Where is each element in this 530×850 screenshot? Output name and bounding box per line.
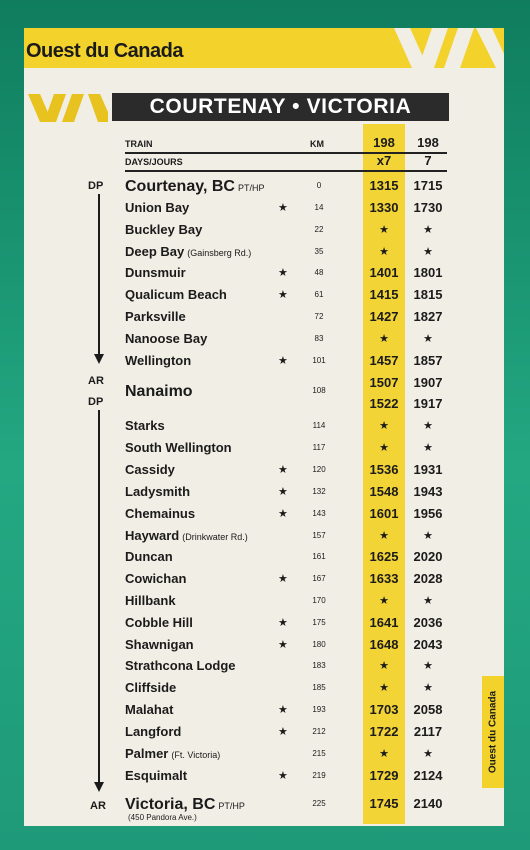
train-1-time: 1648 — [369, 637, 399, 652]
station-name — [125, 702, 176, 717]
station-name — [125, 637, 197, 652]
train-2-time: 1956 — [413, 506, 443, 521]
station-label: Dunsmuir — [125, 265, 186, 280]
station-label: Courtenay, BC — [125, 178, 235, 195]
arrival-marker: AR — [88, 375, 104, 387]
reservation-star-icon: ★ — [278, 617, 288, 629]
timetable-row — [24, 746, 504, 768]
reservation-star-icon: ★ — [278, 202, 288, 214]
timetable-row — [24, 571, 504, 593]
reservation-star-icon: ★ — [278, 355, 288, 367]
station-label: Wellington — [125, 353, 192, 368]
region-side-tab — [482, 676, 504, 788]
station-name — [125, 353, 194, 368]
train-1-time: ★ — [379, 748, 389, 760]
via-logo-large — [376, 28, 504, 68]
km-value: 83 — [314, 334, 324, 343]
reservation-star-icon: ★ — [278, 704, 288, 716]
train-2-time: 1907 — [413, 375, 443, 390]
reservation-star-icon: ★ — [278, 639, 288, 651]
station-address: (450 Pandora Ave.) — [128, 813, 197, 822]
station-label: Qualicum Beach — [125, 287, 227, 302]
reservation-star-icon: ★ — [278, 267, 288, 279]
reservation-star-icon: ★ — [278, 464, 288, 476]
train-2-time: 2140 — [413, 796, 443, 811]
station-label: South Wellington — [125, 440, 232, 455]
train-label: TRAIN — [125, 139, 153, 149]
train-2-time: 2043 — [413, 637, 443, 652]
train-2-time: ★ — [423, 682, 433, 694]
train-2-time: ★ — [423, 595, 433, 607]
km-value: 212 — [312, 727, 326, 736]
train-1-time: ★ — [379, 333, 389, 345]
station-name — [125, 309, 189, 324]
km-label: KM — [310, 139, 324, 149]
train-1-time: ★ — [379, 530, 389, 542]
station-name — [125, 796, 245, 814]
train-1-departure-time: 1522 — [369, 396, 399, 411]
station-label: Cliffside — [125, 680, 177, 695]
train-1-time: ★ — [379, 595, 389, 607]
station-name — [125, 484, 193, 499]
reservation-star-icon: ★ — [278, 770, 288, 782]
timetable-row — [24, 506, 504, 528]
train-2-departure-time: 1917 — [413, 396, 443, 411]
timetable-row — [24, 331, 504, 353]
days-label: DAYS/JOURS — [125, 157, 183, 167]
timetable-row — [24, 768, 504, 790]
train-1-time: 1427 — [369, 309, 399, 324]
departure-marker: DP — [88, 396, 104, 408]
train-1-time: 1729 — [369, 768, 399, 783]
train-1-time: 1415 — [369, 287, 399, 302]
timetable-row — [24, 528, 504, 550]
train-1-time: 1703 — [369, 702, 399, 717]
train-2-time: 2036 — [413, 615, 443, 630]
station-label: Hillbank — [125, 593, 176, 608]
km-value: 143 — [312, 509, 326, 518]
train-2-time: 2020 — [413, 549, 443, 564]
station-name — [125, 200, 192, 215]
train-1-time: ★ — [379, 420, 389, 432]
days-rule — [125, 170, 447, 172]
route-title: COURTENAY • VICTORIA — [112, 93, 449, 121]
station-note: PT/HP — [218, 801, 245, 811]
station-label: Union Bay — [125, 200, 190, 215]
station-name — [125, 746, 220, 761]
days-1: x7 — [376, 153, 392, 168]
station-label: Parksville — [125, 309, 186, 324]
reservation-star-icon: ★ — [278, 573, 288, 585]
reservation-star-icon: ★ — [278, 726, 288, 738]
timetable-row — [24, 702, 504, 724]
km-value: 225 — [312, 799, 326, 808]
train-2-time: 1827 — [413, 309, 443, 324]
km-value: 183 — [312, 661, 326, 670]
train-2-time: ★ — [423, 748, 433, 760]
station-name — [125, 178, 264, 196]
station-name — [125, 462, 178, 477]
station-name — [125, 287, 230, 302]
train-2-time: 1943 — [413, 484, 443, 499]
train-2-time: 1857 — [413, 353, 443, 368]
train-1-time: 1633 — [369, 571, 399, 586]
station-name — [125, 331, 210, 346]
station-name — [125, 244, 251, 259]
side-tab-label: Ouest du Canada — [487, 690, 499, 774]
reservation-star-icon: ★ — [278, 508, 288, 520]
station-label: Langford — [125, 724, 182, 739]
departure-marker: DP — [88, 180, 104, 192]
km-value: 0 — [316, 181, 322, 190]
km-value: 161 — [312, 552, 326, 561]
days-2: 7 — [424, 153, 432, 168]
timetable-row — [24, 309, 504, 331]
station-name — [125, 615, 196, 630]
station-label: Victoria, BC — [125, 796, 216, 813]
station-label: Esquimalt — [125, 768, 188, 783]
timetable-row — [24, 200, 504, 222]
train-1-time: 1507 — [369, 375, 399, 390]
via-logo-small — [28, 94, 108, 122]
timetable-row — [24, 593, 504, 615]
timetable-row — [24, 615, 504, 637]
timetable-row — [24, 265, 504, 287]
train-1-time: ★ — [379, 682, 389, 694]
station-note: (Gainsberg Rd.) — [187, 248, 252, 258]
train-2-time: 1730 — [413, 200, 443, 215]
timetable-row — [24, 637, 504, 659]
station-name — [125, 680, 179, 695]
train-2-time: ★ — [423, 333, 433, 345]
station-name — [125, 571, 189, 586]
timetable-row — [24, 244, 504, 266]
train-1-time: ★ — [379, 660, 389, 672]
km-value: 193 — [312, 705, 326, 714]
station-name — [125, 222, 205, 237]
station-note: (Drinkwater Rd.) — [182, 532, 248, 542]
station-label: Chemainus — [125, 506, 196, 521]
station-name — [125, 528, 248, 543]
train-2-time: ★ — [423, 442, 433, 454]
timetable-row — [24, 462, 504, 484]
timetable-row — [24, 549, 504, 571]
train-1-time: 1641 — [369, 615, 399, 630]
km-value: 114 — [312, 421, 326, 430]
km-value: 101 — [312, 356, 326, 365]
train-1-time: 1625 — [369, 549, 399, 564]
timetable-row — [24, 287, 504, 309]
station-name — [125, 265, 189, 280]
train-1-time: 1315 — [369, 178, 399, 193]
train-1-time: ★ — [379, 246, 389, 258]
train-2-time: 2124 — [413, 768, 443, 783]
station-name — [125, 658, 239, 673]
station-label: Cowichan — [125, 571, 187, 586]
km-value: 108 — [312, 386, 326, 395]
timetable-row — [24, 724, 504, 746]
train-2-time: ★ — [423, 530, 433, 542]
km-value: 132 — [312, 487, 326, 496]
station-label: Cassidy — [125, 462, 175, 477]
timetable-row — [24, 796, 504, 822]
station-note: (Ft. Victoria) — [171, 750, 221, 760]
train-1-time: 1548 — [369, 484, 399, 499]
station-label: Nanaimo — [125, 383, 193, 400]
km-value: 117 — [312, 443, 326, 452]
km-value: 167 — [312, 574, 326, 583]
timetable-row — [24, 418, 504, 440]
train-1-time: 1457 — [369, 353, 399, 368]
timetable-row — [24, 178, 504, 200]
train-2-time: ★ — [423, 224, 433, 236]
station-label: Strathcona Lodge — [125, 658, 236, 673]
station-label: Buckley Bay — [125, 222, 203, 237]
station-label: Hayward — [125, 528, 180, 543]
km-value: 61 — [314, 290, 324, 299]
km-value: 48 — [314, 268, 324, 277]
timetable-row — [24, 680, 504, 702]
train-1-time: 1401 — [369, 265, 399, 280]
station-name — [125, 383, 196, 401]
station-name — [125, 440, 235, 455]
train-2-time: 1815 — [413, 287, 443, 302]
train-2-time: 2028 — [413, 571, 443, 586]
train-2-time: 2058 — [413, 702, 443, 717]
train-1-time: 1601 — [369, 506, 399, 521]
km-value: 35 — [314, 247, 324, 256]
station-name — [125, 768, 190, 783]
km-value: 120 — [312, 465, 326, 474]
train-2-time: 1715 — [413, 178, 443, 193]
station-label: Shawnigan — [125, 637, 194, 652]
km-value: 185 — [312, 683, 326, 692]
timetable-row — [24, 440, 504, 462]
timetable-page — [24, 28, 504, 826]
timetable-row — [24, 658, 504, 680]
station-name — [125, 724, 184, 739]
arrival-marker: AR — [90, 800, 106, 812]
km-value: 22 — [314, 225, 324, 234]
km-value: 157 — [312, 531, 326, 540]
train-2-time: ★ — [423, 246, 433, 258]
km-value: 170 — [312, 596, 326, 605]
train-1-time: 1330 — [369, 200, 399, 215]
station-name — [125, 593, 179, 608]
station-note: PT/HP — [237, 183, 265, 193]
region-title: Ouest du Canada — [26, 40, 183, 62]
timetable-row — [24, 484, 504, 506]
reservation-star-icon: ★ — [278, 289, 288, 301]
station-label: Palmer — [125, 746, 169, 761]
timetable-row — [24, 353, 504, 375]
station-name — [125, 418, 168, 433]
km-value: 72 — [314, 312, 324, 321]
timetable-row — [24, 222, 504, 244]
station-label: Duncan — [125, 549, 173, 564]
reservation-star-icon: ★ — [278, 486, 288, 498]
train-number-2: 198 — [417, 135, 439, 150]
station-label: Starks — [125, 418, 165, 433]
station-name — [125, 506, 198, 521]
train-2-time: 2117 — [413, 724, 443, 739]
train-2-time: ★ — [423, 660, 433, 672]
station-label: Cobble Hill — [125, 615, 193, 630]
train-2-time: 1931 — [413, 462, 443, 477]
train-1-time: 1722 — [369, 724, 399, 739]
station-label: Nanoose Bay — [125, 331, 208, 346]
station-name — [125, 549, 176, 564]
station-label: Deep Bay — [125, 244, 185, 259]
train-1-time: ★ — [379, 442, 389, 454]
km-value: 215 — [312, 749, 326, 758]
km-value: 14 — [314, 203, 324, 212]
km-value: 219 — [312, 771, 326, 780]
km-value: 180 — [312, 640, 326, 649]
station-label: Ladysmith — [125, 484, 191, 499]
train-2-time: ★ — [423, 420, 433, 432]
train-1-time: 1536 — [369, 462, 399, 477]
station-label: Malahat — [125, 702, 174, 717]
train-1-time: 1745 — [369, 796, 399, 811]
train-1-time: ★ — [379, 224, 389, 236]
train-2-time: 1801 — [413, 265, 443, 280]
km-value: 175 — [312, 618, 326, 627]
train-number-1: 198 — [373, 135, 395, 150]
